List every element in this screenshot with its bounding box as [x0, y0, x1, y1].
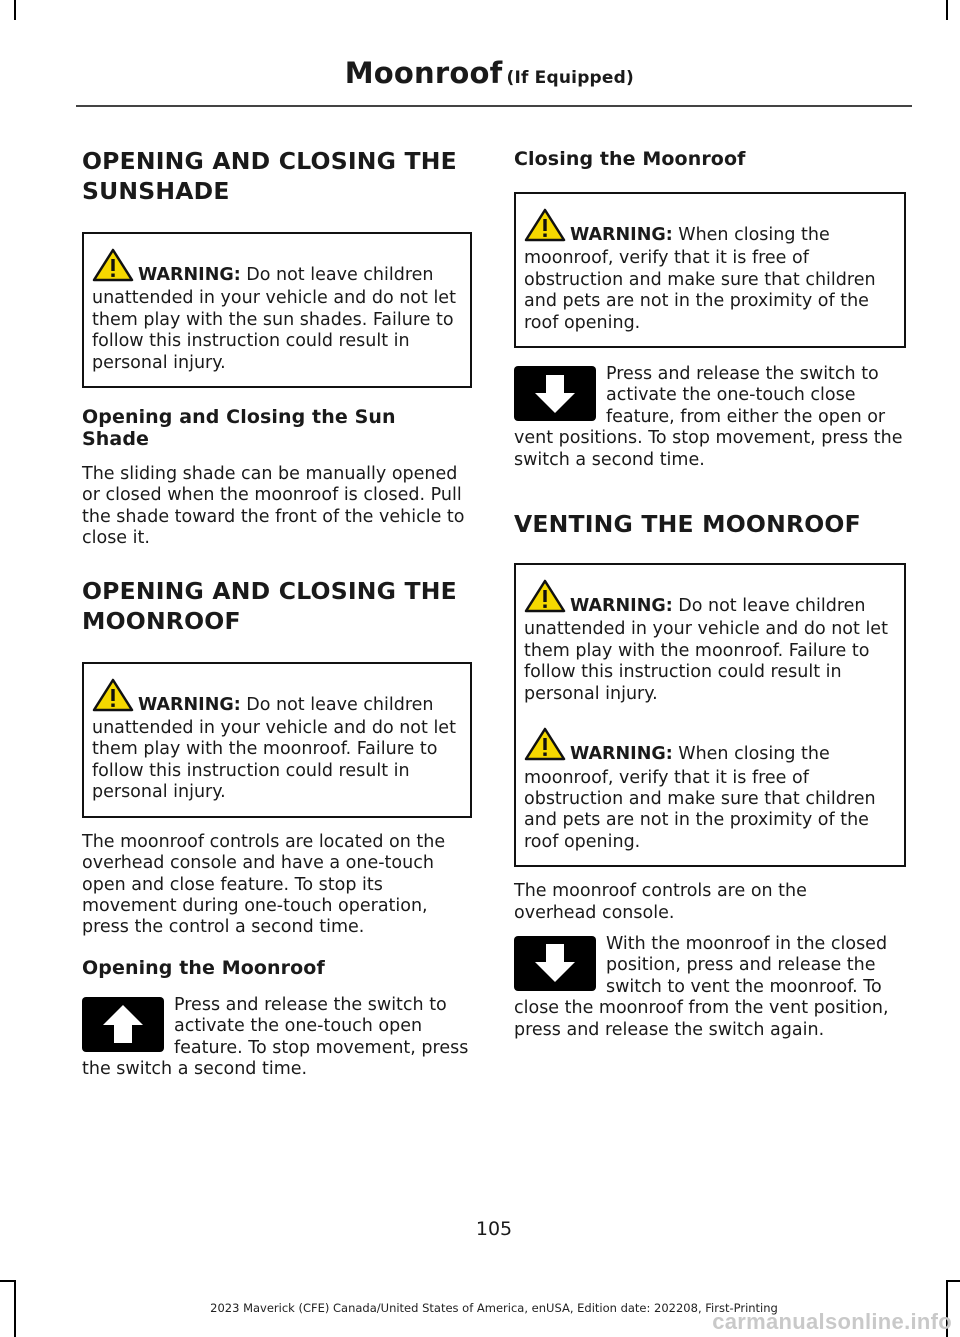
venting-section-heading: VENTING THE MOONROOF: [514, 510, 861, 539]
warning-triangle-icon: [92, 678, 134, 718]
warning-label: WARNING:: [570, 744, 673, 765]
arrow-down-icon: [514, 366, 596, 421]
warning-label: WARNING:: [570, 596, 673, 617]
warning-triangle-icon: [524, 208, 566, 248]
moonroof-section-heading: OPENING AND CLOSING THE MOONROOF: [82, 576, 457, 635]
closing-moonroof-paragraph: [514, 364, 906, 471]
right-column: [514, 138, 906, 1041]
chapter-title: Moonroof: [344, 56, 503, 90]
crop-mark-bottom-right-h: [946, 1280, 960, 1282]
chapter-subtitle: (If Equipped): [506, 68, 634, 88]
sunshade-warning-box: [82, 232, 472, 388]
opening-moonroof-subheading: Opening the Moonroof: [82, 956, 325, 979]
left-column: [82, 138, 472, 1080]
venting-warning-box: [514, 563, 906, 867]
warning-triangle-icon: [524, 727, 566, 767]
closing-warning-box: [514, 192, 906, 348]
opening-moonroof-body: Press and release the switch to activate the one-touch open feature. To stop movement, press the switch a second time.: [82, 994, 469, 1079]
warning-paragraph: [524, 579, 896, 705]
warning-label: WARNING:: [570, 225, 673, 245]
warning-text: When closing the moonroof, verify that it is free of obstruction and make sure that children and pets are not in the proximity of the roof opening.: [524, 225, 876, 333]
edition-footer: 2023 Maverick (CFE) Canada/United States of America, enUSA, Edition date: 202208, First-Printing: [210, 1301, 778, 1315]
crop-mark-bottom-left-h: [0, 1280, 16, 1282]
moonroof-controls-body: The moonroof controls are located on the overhead console and have a one-touch open and close feature. To stop its movement during one-touch operation, press the control a second time.: [82, 831, 446, 938]
warning-label: WARNING:: [138, 265, 241, 285]
crop-mark-top-left: [14, 0, 16, 20]
closing-moonroof-subheading: Closing the Moonroof: [514, 148, 746, 170]
warning-triangle-icon: [92, 248, 134, 288]
arrow-down-icon: [514, 936, 596, 991]
header-divider: [76, 105, 912, 107]
page-number: 105: [475, 1218, 513, 1240]
arrow-up-icon: [82, 997, 164, 1052]
closing-moonroof-body: Press and release the switch to activate the one-touch close feature, from either the open or vent positions. To stop movement, press the switch a second time.: [514, 364, 903, 470]
opening-moonroof-paragraph: [82, 995, 472, 1081]
venting-moonroof-body: With the moonroof in the closed position, press and release the switch to vent the moonroof. To close the moonroof from the vent position, press and release the switch again.: [514, 933, 889, 1040]
warning-paragraph: [524, 727, 896, 853]
sun-shade-body: The sliding shade can be manually opened or closed when the moonroof is closed. Pull the shade toward the front of the vehicle to close it.: [82, 464, 465, 549]
venting-controls-body: The moonroof controls are on the overhead console.: [514, 881, 807, 923]
watermark: carmanualsonline.info: [712, 1309, 952, 1334]
warning-triangle-icon: [524, 579, 566, 619]
warning-text: Do not leave children unattended in your vehicle and do not let them play with the moonroof. Failure to follow this instruction could result in personal injury.: [92, 694, 456, 803]
moonroof-warning-box: [82, 662, 472, 818]
venting-moonroof-paragraph: [514, 934, 906, 1041]
warning-text: Do not leave children unattended in your vehicle and do not let them play with the moonroof. Failure to follow this instruction could result in personal injury.: [524, 596, 888, 704]
sun-shade-subheading: Opening and Closing the Sun Shade: [82, 406, 396, 451]
warning-label: WARNING:: [138, 694, 241, 715]
warning-text: Do not leave children unattended in your vehicle and do not let them play with the sun shades. Failure to follow this instruction could result in personal injury.: [92, 265, 456, 373]
page-header-title: [345, 56, 634, 90]
warning-paragraph: [92, 248, 462, 374]
warning-paragraph: [524, 208, 896, 334]
crop-mark-top-right: [946, 0, 948, 20]
warning-paragraph: [92, 678, 462, 804]
warning-text: When closing the moonroof, verify that it is free of obstruction and make sure that children and pets are not in the proximity of the roof opening.: [524, 744, 876, 852]
sunshade-section-heading: OPENING AND CLOSING THE SUNSHADE: [82, 147, 457, 205]
